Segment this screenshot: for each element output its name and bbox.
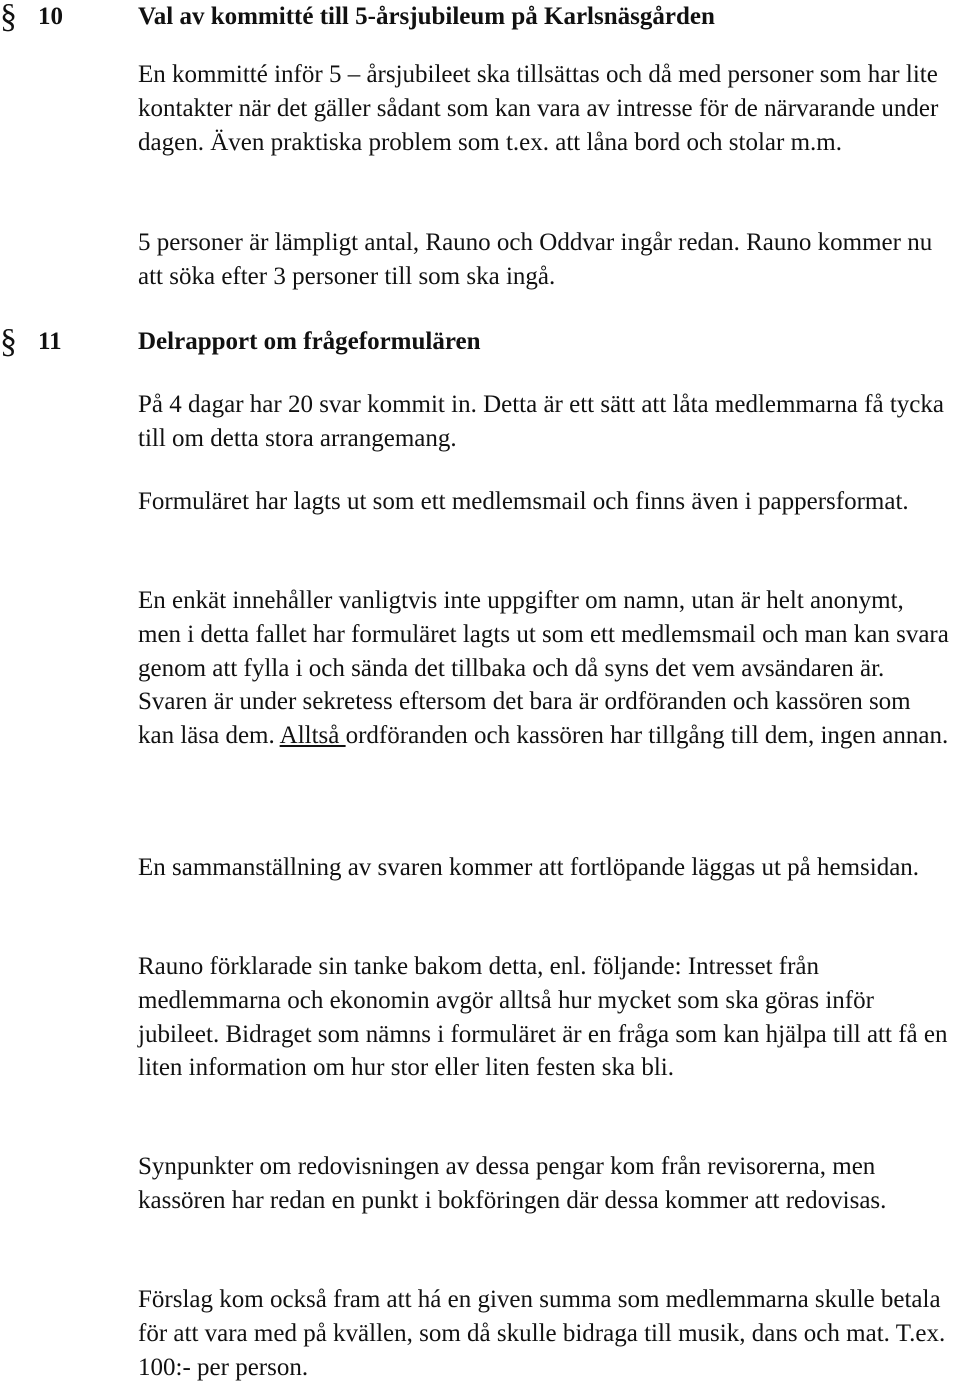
paragraph: På 4 dagar har 20 svar kommit in. Detta är ett sätt att låta medlemmarna få tycka till om detta stora arrangemang.: [138, 391, 944, 452]
section-10-heading: [0, 0, 960, 34]
paragraph: En kommitté inför 5 – årsjubileet ska tillsättas och då med personer som har lite kontakter när det gäller sådant som kan vara av intresse för de närvarande under dagen. Även praktiska problem som t.ex. att låna bord och stolar m.m.: [138, 61, 939, 156]
section-number: 11: [38, 328, 62, 355]
section-mark: §: [0, 0, 17, 35]
underlined-word: Alltså: [279, 722, 346, 750]
paragraph: Synpunkter om redovisningen av dessa pengar kom från revisorerna, men kassören har redan en punkt i bokföringen där dessa kommer att redovisas.: [138, 1153, 887, 1214]
paragraph-text: ordföranden och kassören har tillgång till dem, ingen annan.: [345, 722, 949, 750]
paragraph-text: En enkät innehåller vanligtvis inte uppgifter om namn, utan är helt anonymt, men i detta fallet har formuläret lagts ut som ett medlemsmail och man kan svara genom att fylla i och sända det tillbaka och då syns det vem avsändaren är. Svaren är under sekretess eftersom det bara är ordföranden och kassören som kan läsa dem.: [138, 587, 949, 750]
paragraph: [138, 584, 950, 753]
section-title: Val av kommitté till 5-årsjubileum på Karlsnäsgården: [138, 3, 715, 30]
section-title: Delrapport om frågeformulären: [138, 328, 481, 355]
section-11-heading: [0, 325, 960, 359]
paragraph: Förslag kom också fram att há en given summa som medlemmarna skulle betala för att vara med på kvällen, som då skulle bidraga till musik, dans och mat. T.ex. 100:- per person.: [138, 1286, 946, 1381]
paragraph: En sammanställning av svaren kommer att fortlöpande läggas ut på hemsidan.: [138, 854, 920, 881]
paragraph: 5 personer är lämpligt antal, Rauno och Oddvar ingår redan. Rauno kommer nu att söka efter 3 personer till som ska ingå.: [138, 229, 933, 290]
section-number: 10: [38, 3, 63, 30]
paragraph: Formuläret har lagts ut som ett medlemsmail och finns även i pappersformat.: [138, 488, 909, 515]
paragraph: Rauno förklarade sin tanke bakom detta, enl. följande: Intresset från medlemmarna och ekonomin avgör alltså hur mycket som ska göras inför jubileet. Bidraget som nämns i formuläret är en fråga som kan hjälpa till att få en liten information om hur stor eller liten festen ska bli.: [138, 953, 948, 1082]
section-mark: §: [0, 323, 17, 360]
